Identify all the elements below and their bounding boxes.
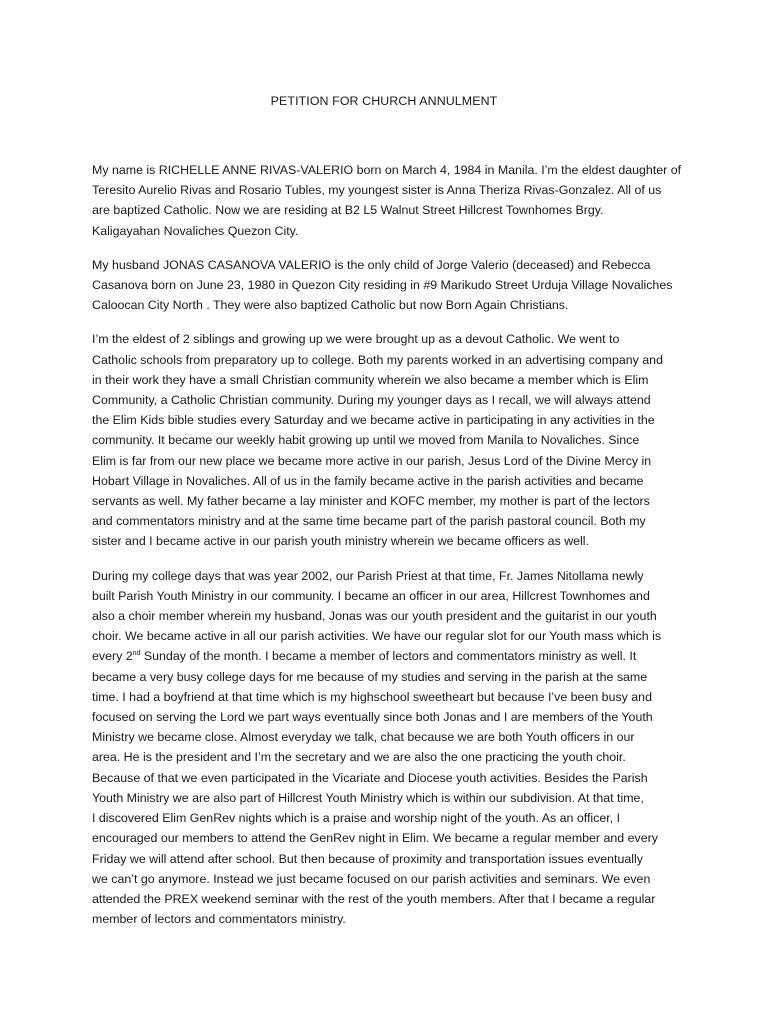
text-line: time. I had a boyfriend at that time which is my highschool sweetheart but because I’ve been busy and <box>92 689 652 704</box>
text-line: community. It became our weekly habit growing up until we moved from Manila to Novaliches. Since <box>92 433 640 448</box>
text-line: encouraged our members to attend the GenRev night in Elim. We became a regular member and every <box>92 831 658 846</box>
text-line: and commentators ministry and at the same time became part of the parish pastoral council. Both my <box>92 514 646 529</box>
text-line: During my college days that was year 2002, our Parish Priest at that time, Fr. James Nitollama newly <box>92 568 644 583</box>
text-line: Community, a Catholic Christian community. During my younger days as I recall, we will always attend <box>92 393 651 408</box>
document-body <box>92 160 680 943</box>
text-line: focused on serving the Lord we part ways eventually since both Jonas and I are members of the Youth <box>92 710 653 725</box>
text-line: Catholic schools from preparatory up to college. Both my parents worked in an advertising company and <box>92 352 663 367</box>
text-line: attended the PREX weekend seminar with the rest of the youth members. After that I became a regular <box>92 891 656 906</box>
text-line: Teresito Aurelio Rivas and Rosario Tubles, my youngest sister is Anna Theriza Rivas-Gonzalez. All of us <box>92 183 662 198</box>
text-line-with-superscript <box>92 646 680 666</box>
ordinal-superscript: nd <box>132 650 141 658</box>
text-line: member of lectors and commentators ministry. <box>92 912 346 927</box>
text-line: Casanova born on June 23, 1980 in Quezon City residing in #9 Marikudo Street Urduja Village Novaliches <box>92 278 673 293</box>
text-segment: Sunday of the month. I became a member of lectors and commentators ministry as well. It <box>140 649 637 664</box>
document-title: PETITION FOR CHURCH ANNULMENT <box>270 94 498 108</box>
text-line: area. He is the president and I’m the secretary and we are also the one practicing the youth choir. <box>92 750 626 765</box>
text-line: built Parish Youth Ministry in our community. I became an officer in our area, Hillcrest Townhomes and <box>92 588 650 603</box>
text-line: became a very busy college days for me because of my studies and serving in the parish at the same <box>92 669 648 684</box>
text-line: are baptized Catholic. Now we are residing at B2 L5 Walnut Street Hillcrest Townhomes Brgy. <box>92 203 604 218</box>
text-line: we can’t go anymore. Instead we just became focused on our parish activities and seminars. We even <box>92 871 651 886</box>
text-line: Youth Ministry we are also part of Hillcrest Youth Ministry which is within our subdivision. At that time, <box>92 790 644 805</box>
text-line: My husband JONAS CASANOVA VALERIO is the only child of Jorge Valerio (deceased) and Rebecca <box>92 257 651 272</box>
text-line: sister and I became active in our parish youth ministry wherein we became officers as well. <box>92 534 589 549</box>
text-line: Because of that we even participated in the Vicariate and Diocese youth activities. Besides the Parish <box>92 770 648 785</box>
text-line: also a choir member wherein my husband, Jonas was our youth president and the guitarist in our youth <box>92 609 657 624</box>
text-line: My name is RICHELLE ANNE RIVAS-VALERIO born on March 4, 1984 in Manila. I’m the eldest daughter of <box>92 163 682 177</box>
text-line: the Elim Kids bible studies every Saturday and we became active in participating in any activities in the <box>92 413 655 428</box>
paragraph-personal-info <box>92 160 680 241</box>
text-line: Kaligayahan Novaliches Quezon City. <box>92 223 299 238</box>
text-line: Hobart Village in Novaliches. All of us in the family became active in the parish activities and became <box>92 473 644 488</box>
text-line: in their work they have a small Christian community wherein we also became a member which is Elim <box>92 372 649 387</box>
paragraph-upbringing <box>92 329 680 551</box>
text-segment: every 2 <box>92 649 133 664</box>
text-line: I’m the eldest of 2 siblings and growing up we were brought up as a devout Catholic. We went to <box>92 332 620 347</box>
text-line: choir. We became active in all our parish activities. We have our regular slot for our Youth mass which is <box>92 629 662 644</box>
paragraph-husband-info <box>92 255 680 316</box>
text-line: Friday we will attend after school. But then because of proximity and transportation issues eventually <box>92 851 643 866</box>
text-line: Ministry we became close. Almost everyday we talk, chat because we are both Youth officers in our <box>92 730 635 745</box>
text-line: I discovered Elim GenRev nights which is a praise and worship night of the youth. As an officer, I <box>92 811 621 826</box>
text-line: Elim is far from our new place we became more active in our parish, Jesus Lord of the Divine Mercy in <box>92 453 652 468</box>
text-line: Caloocan City North . They were also baptized Catholic but now Born Again Christians. <box>92 298 569 313</box>
paragraph-college-days <box>92 566 680 930</box>
text-line: servants as well. My father became a lay minister and KOFC member, my mother is part of the lectors <box>92 494 650 509</box>
